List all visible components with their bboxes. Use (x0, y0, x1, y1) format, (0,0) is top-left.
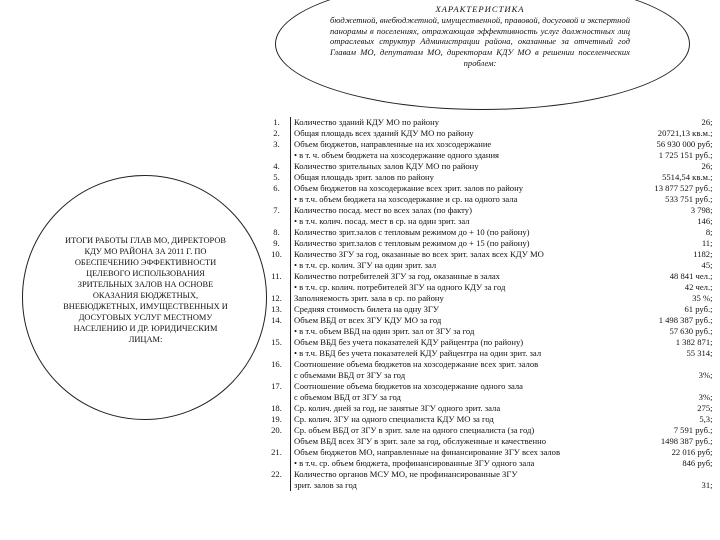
row-value: 45; (701, 260, 713, 270)
row-value: 26; (701, 117, 713, 127)
row-text: Объем ВБД всех ЗГУ в зрит. зале за год, обслуженные и качественно (294, 436, 546, 446)
table-row (263, 172, 715, 183)
row-text: Количество зрит.залов с тепловым режимом до + 10 (по району) (294, 227, 530, 237)
row-text: • в т. ч. объем бюджета на хозсодержание одного здания (294, 150, 500, 160)
row-text: Количество зданий КДУ МО по району (294, 117, 439, 127)
row-number: 17. (263, 381, 291, 392)
row-value: 57 630 руб.; (669, 326, 713, 336)
row-number (263, 436, 291, 447)
row-text: • в т.ч. объем бюджета на хозсодержание и ср. на одного зала (294, 194, 518, 204)
row-value: 13 877 527 руб.; (654, 183, 713, 193)
table-row (263, 260, 715, 271)
row-number (263, 282, 291, 293)
row-value: 1 382 871; (675, 337, 713, 347)
row-number (263, 458, 291, 469)
row-text: Количество зрительных залов КДУ МО по району (294, 161, 479, 171)
indicators-table (263, 117, 715, 491)
row-number (263, 326, 291, 337)
table-row (263, 359, 715, 370)
row-number (263, 348, 291, 359)
row-value (618, 359, 715, 370)
row-number: 18. (263, 403, 291, 414)
row-value: 31; (701, 480, 713, 490)
row-value: 275; (697, 403, 713, 413)
table-row (263, 403, 715, 414)
row-value (618, 469, 715, 480)
row-value: 26; (701, 161, 713, 171)
table-row (263, 447, 715, 458)
row-value: 11; (701, 238, 713, 248)
row-text: Объем ВБД без учета показателей КДУ райцентра (по району) (294, 337, 524, 347)
row-value: 22 016 руб; (671, 447, 713, 457)
row-text: Общая площадь всех зданий КДУ МО по району (294, 128, 474, 138)
row-number: 6. (263, 183, 291, 194)
row-text: Количество органов МСУ МО, не профинансированные ЗГУ (294, 469, 518, 479)
row-value: 1498 387 руб.; (660, 436, 713, 446)
title-heading: ХАРАКТЕРИСТИКА (435, 4, 525, 14)
row-number: 21. (263, 447, 291, 458)
title-block (330, 4, 630, 69)
row-text: Средняя стоимость билета на одну ЗГУ (294, 304, 439, 314)
row-number (263, 392, 291, 403)
row-value: 5514,54 кв.м.; (662, 172, 713, 182)
row-text: с объемами ВБД от ЗГУ за год (294, 370, 406, 380)
table-row (263, 337, 715, 348)
row-value: 1182; (693, 249, 713, 259)
row-number: 12. (263, 293, 291, 304)
summary-text: ИТОГИ РАБОТЫ ГЛАВ МО, ДИРЕКТОРОВ КДУ МО РАЙОНА ЗА 2011 Г. ПО ОБЕСПЕЧЕНИЮ ЭФФЕКТИВНОСТИ ЦЕЛЕВОГО ИСПОЛЬЗОВАНИЯ ЗРИТЕЛЬНЫХ ЗАЛОВ НА ОСНОВЕ ОКАЗАНИЯ БЮДЖЕТНЫХ, ВНЕБЮДЖЕТНЫХ, ИМУЩЕСТВЕННЫХ И ДОСУГОВЫХ УСЛУГ МЕСТНОМУ НАСЕЛЕНИЮ И ДР. ЮРИДИЧЕСКИМ ЛИЦАМ: (63, 236, 228, 344)
row-number (263, 260, 291, 271)
row-number: 20. (263, 425, 291, 436)
row-text: с объемом ВБД от ЗГУ за год (294, 392, 401, 402)
row-text: Объем бюджетов МО, направленные на финансирование ЗГУ всех залов (294, 447, 561, 457)
row-value: 3%; (698, 392, 713, 402)
row-number: 2. (263, 128, 291, 139)
row-value: 1 498 387 руб.; (658, 315, 713, 325)
row-text: Количество зрит.залов с тепловым режимом до + 15 (по району) (294, 238, 530, 248)
table-row (263, 282, 715, 293)
row-text: Объем бюджетов, направленные на их хозсодержание (294, 139, 492, 149)
row-text: зрит. залов за год (294, 480, 357, 490)
row-value: 20721,13 кв.м.; (657, 128, 713, 138)
table-row (263, 469, 715, 480)
row-number: 14. (263, 315, 291, 326)
row-value: 7 591 руб.; (673, 425, 713, 435)
row-number (263, 194, 291, 205)
row-value: 1 725 151 руб.; (658, 150, 713, 160)
row-text: Соотношение объема бюджетов на хозсодержание всех зрит. залов (294, 359, 539, 369)
table-row (263, 370, 715, 381)
row-text: Ср. колич. дней за год, не занятые ЗГУ одного зрит. зала (294, 403, 501, 413)
row-number (263, 150, 291, 161)
row-number: 11. (263, 271, 291, 282)
row-text: Количество посад. мест во всех залах (по факту) (294, 205, 472, 215)
table-row (263, 425, 715, 436)
row-number: 16. (263, 359, 291, 370)
table-row (263, 183, 715, 194)
table-row (263, 216, 715, 227)
row-number: 5. (263, 172, 291, 183)
row-value: 48 841 чел.; (669, 271, 713, 281)
row-text: • в т.ч. ср. колич. ЗГУ на один зрит. зал (294, 260, 437, 270)
table-row (263, 205, 715, 216)
row-number: 19. (263, 414, 291, 425)
table-row (263, 150, 715, 161)
table-row (263, 414, 715, 425)
row-number (263, 216, 291, 227)
row-value: 8; (705, 227, 713, 237)
row-value: 533 751 руб.; (665, 194, 713, 204)
row-number: 10. (263, 249, 291, 260)
table-row (263, 238, 715, 249)
table-row (263, 128, 715, 139)
table-row (263, 480, 715, 491)
row-text: Соотношение объема бюджетов на хозсодержание одного зала (294, 381, 523, 391)
row-text: • в т.ч. ср. объем бюджета, профинансированные ЗГУ одного зала (294, 458, 535, 468)
title-body: бюджетной, внебюджетной, имущественной, правовой, досуговой и экспертной панорамы в поселениях, отражающая эффективность услуг должностных лиц отраслевых структур Администрации района, оказанные за отчетный год Главам МО, депутатам МО, директорам КДУ МО в решении поселенческих проблем: (330, 14, 630, 68)
row-number: 4. (263, 161, 291, 172)
row-text: Объем бюджетов на хозсодержание всех зрит. залов по району (294, 183, 523, 193)
row-value: 146; (697, 216, 713, 226)
row-value: 61 руб.; (684, 304, 713, 314)
table-row (263, 304, 715, 315)
table-row (263, 348, 715, 359)
table-row (263, 436, 715, 447)
row-number (263, 370, 291, 381)
table-row (263, 458, 715, 469)
row-text: Ср. колич. ЗГУ на одного специалиста КДУ МО за год (294, 414, 494, 424)
table-row (263, 381, 715, 392)
table-row (263, 326, 715, 337)
row-number: 7. (263, 205, 291, 216)
row-value: 42 чел.; (684, 282, 713, 292)
table-row (263, 392, 715, 403)
row-number: 8. (263, 227, 291, 238)
row-text: • в т.ч. ср. колич. потребителей ЗГУ на одного КДУ за год (294, 282, 506, 292)
row-value: 55 314; (686, 348, 713, 358)
row-text: • в т.ч. ВБД без учета показателей КДУ райцентра на один зрит. зал (294, 348, 542, 358)
row-number (263, 480, 291, 491)
row-text: • в т.ч. колич. посад. мест в ср. на один зрит. зал (294, 216, 470, 226)
table-row (263, 249, 715, 260)
row-value: 35 %; (692, 293, 713, 303)
table-row (263, 293, 715, 304)
row-value: 5,3; (699, 414, 713, 424)
row-text: Объем ВБД от всех ЗГУ КДУ МО за год (294, 315, 442, 325)
row-number: 9. (263, 238, 291, 249)
row-value (618, 381, 715, 392)
row-text: Количество ЗГУ за год, оказанные во всех зрит. залах всех КДУ МО (294, 249, 544, 259)
row-text: Заполняемость зрит. зала в ср. по району (294, 293, 444, 303)
row-number: 3. (263, 139, 291, 150)
row-number: 22. (263, 469, 291, 480)
row-number: 13. (263, 304, 291, 315)
row-value: 3 798; (690, 205, 713, 215)
row-number: 15. (263, 337, 291, 348)
row-value: 846 руб; (682, 458, 713, 468)
row-text: Общая площадь зрит. залов по району (294, 172, 434, 182)
row-text: Ср. объем ВБД от ЗГУ в зрит. зале на одного специалиста (за год) (294, 425, 535, 435)
table-row (263, 315, 715, 326)
row-text: • в т.ч. объем ВБД на один зрит. зал от ЗГУ за год (294, 326, 475, 336)
row-text: Количество потребителей ЗГУ за год, оказанные в залах (294, 271, 500, 281)
row-value: 3%; (698, 370, 713, 380)
row-number: 1. (263, 117, 291, 128)
table-row (263, 161, 715, 172)
table-row (263, 271, 715, 282)
table-row (263, 227, 715, 238)
table-row (263, 117, 715, 128)
row-value: 56 930 000 руб; (656, 139, 713, 149)
table-row (263, 139, 715, 150)
table-row (263, 194, 715, 205)
